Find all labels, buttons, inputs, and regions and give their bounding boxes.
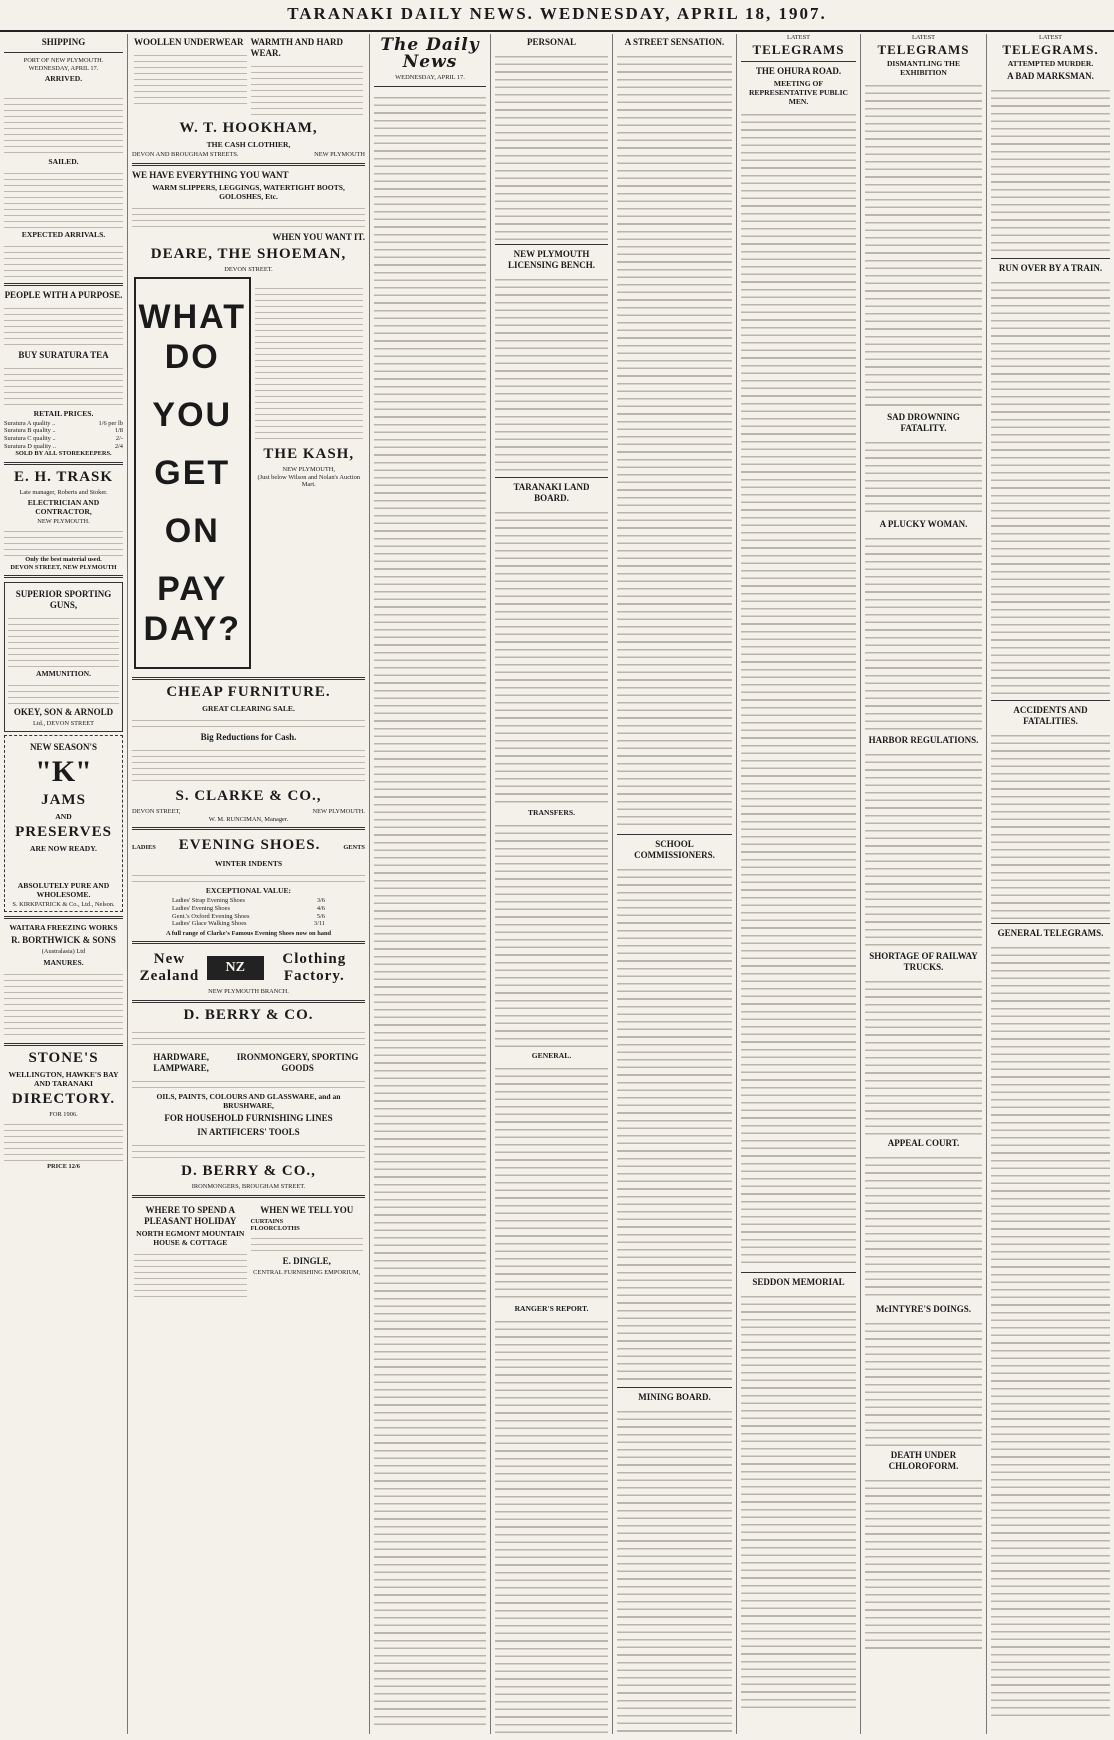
payday-line: PAY DAY?	[143, 570, 241, 649]
gents-label: GENTS	[343, 844, 365, 852]
directory-text-block	[4, 1119, 123, 1163]
clearing-text-block	[132, 715, 365, 729]
berry-name-2: D. BERRY & CO.,	[181, 1162, 316, 1179]
guns-ad	[4, 582, 123, 732]
accidents-text-block	[991, 729, 1110, 919]
price-row: Suratura C quality .. 2/-	[4, 434, 123, 442]
latest-label: LATEST	[786, 34, 811, 41]
kash-place: NEW PLYMOUTH,	[282, 466, 335, 474]
trask-text-block	[4, 526, 123, 556]
seddon-text-block	[741, 1290, 856, 1710]
train-heading: RUN OVER BY A TRAIN.	[998, 262, 1103, 273]
dingle-sub: CENTRAL FURNISHING EMPORIUM,	[253, 1268, 361, 1276]
hookham-address: DEVON AND BROUGHAM STREETS.	[132, 151, 239, 158]
nz-branch: NEW PLYMOUTH BRANCH.	[208, 988, 289, 996]
school-heading: SCHOOL COMMISSIONERS.	[634, 839, 715, 860]
holiday-row	[132, 1202, 365, 1299]
harbor-text-block	[865, 748, 982, 948]
where-heading: WHERE TO SPEND A PLEASANT HOLIDAY	[144, 1204, 237, 1226]
price-row: Suratura D quality .. 2/4	[4, 442, 123, 450]
directory-price: PRICE 12/6	[47, 1162, 80, 1170]
manures-heading: MANURES.	[43, 957, 84, 967]
have-heading: WE HAVE EVERYTHING YOU WANT	[132, 169, 289, 180]
ammo-heading: AMMUNITION.	[35, 669, 92, 679]
marksman-text-block	[991, 84, 1110, 254]
death-text-block	[865, 1474, 982, 1654]
borthwick-name: R. BORTHWICK & SONS	[11, 935, 116, 946]
deare-address: DEVON STREET.	[224, 265, 273, 273]
licensing-text-block	[495, 273, 608, 473]
hookham-place: NEW PLYMOUTH	[314, 151, 365, 158]
ohura-text-block	[741, 108, 856, 1268]
waitara-heading: WAITARA FREEZING WORKS	[9, 923, 118, 933]
woollen-ad	[132, 34, 249, 117]
price-list	[4, 420, 123, 450]
slippers-text-block	[132, 203, 365, 229]
kirkpatrick: S. KIRKPATRICK & Co., Ltd., Nelson.	[12, 900, 115, 908]
payday-box	[134, 277, 251, 669]
sad-drowning-heading: SAD DROWNING FATALITY.	[887, 411, 960, 433]
payday-row	[132, 273, 365, 673]
stones-sub: WELLINGTON, HAWKE'S BAY AND TARANAKI	[8, 1069, 119, 1088]
exceptional-heading: EXCEPTIONAL VALUE:	[205, 886, 292, 896]
jams-ad	[4, 735, 123, 913]
payday-line: GET	[154, 454, 231, 493]
hookham-name: W. T. HOOKHAM,	[179, 120, 318, 136]
column-8	[987, 34, 1114, 1734]
ammo-text-block	[8, 680, 119, 704]
and-word: AND	[55, 811, 72, 821]
editorial-title: The Daily News	[380, 35, 480, 72]
rangers-text-block	[495, 1315, 608, 1734]
directory-year: FOR 1906.	[49, 1110, 78, 1118]
dingle-text-block	[251, 1233, 364, 1253]
mcintyre-heading: McINTYRE'S DOINGS.	[875, 1303, 971, 1314]
accidents-heading: ACCIDENTS AND FATALITIES.	[1013, 704, 1088, 726]
personal-heading: PERSONAL	[526, 37, 576, 47]
ohura-subheading: MEETING OF REPRESENTATIVE PUBLIC MEN.	[748, 78, 849, 106]
licensing-heading: NEW PLYMOUTH LICENSING BENCH.	[507, 249, 596, 270]
cheap-heading: CHEAP FURNITURE.	[166, 684, 331, 701]
seddon-heading: SEDDON MEMORIAL	[752, 1276, 845, 1287]
nz-clothing-row	[132, 948, 365, 988]
shoe-row: Gent.'s Oxford Evening Shoes 5/6	[172, 912, 325, 920]
general-telegrams-text-block	[991, 941, 1110, 1721]
borthwick-sub: (Australasia) Ltd	[41, 948, 86, 956]
sad-drowning-text-block	[865, 436, 982, 516]
people-text-block	[4, 303, 123, 347]
kash-sub: (Just below Wilson and Nolan's Auction Mart.	[257, 473, 360, 489]
when-heading: WHEN YOU WANT IT.	[272, 231, 365, 242]
hookham-address-row	[132, 151, 365, 159]
masthead: TARANAKI DAILY NEWS. WEDNESDAY, APRIL 18, 1907.	[0, 4, 1114, 32]
shoe-row: Ladies' Glace Walking Shoes 3/11	[172, 920, 325, 928]
trask-sub: Late manager, Roberts and Stoker.	[19, 488, 108, 496]
editorial-text-block	[374, 91, 486, 1731]
telegrams-heading: TELEGRAMS.	[1002, 41, 1099, 57]
berry-name: D. BERRY & CO.	[183, 1006, 314, 1023]
land-board-heading: TARANAKI LAND BOARD.	[513, 482, 590, 503]
dismantling-text-block	[865, 79, 982, 409]
season-heading: NEW SEASON'S	[29, 741, 98, 752]
column-5	[613, 34, 737, 1734]
column-6	[737, 34, 861, 1734]
woollen-warmth-row	[132, 34, 365, 117]
deare-name: DEARE, THE SHOEMAN,	[150, 245, 347, 262]
now-ready: ARE NOW READY.	[30, 843, 97, 853]
kash-text-block	[255, 283, 364, 443]
shipping-heading: SHIPPING	[41, 37, 86, 47]
personal-text-block	[495, 50, 608, 240]
appeal-text-block	[865, 1151, 982, 1301]
hardware-heading: HARDWARE, LAMPWARE,	[153, 1051, 209, 1073]
column-7	[861, 34, 987, 1734]
expected-heading: EXPECTED ARRIVALS.	[21, 229, 106, 239]
ohura-heading: THE OHURA ROAD.	[755, 65, 842, 76]
woollen-text-block	[134, 50, 247, 106]
preserves-word: PRESERVES	[15, 823, 112, 840]
dismantling-heading: DISMANTLING THE EXHIBITION	[886, 58, 961, 77]
death-heading: DEATH UNDER CHLOROFORM.	[888, 1449, 959, 1471]
k-letter: "K"	[35, 754, 92, 788]
sensation-text-block	[617, 50, 732, 830]
manures-text-block	[4, 969, 123, 1039]
sensation-heading: A STREET SENSATION.	[624, 37, 725, 47]
hardware-text-block	[132, 1076, 365, 1090]
holiday-text-block	[134, 1249, 247, 1299]
arrived-heading: ARRIVED.	[44, 74, 83, 84]
trask-note: Only the best material used.	[25, 555, 102, 563]
evening-heading: EVENING SHOES.	[178, 837, 321, 854]
warmth-heading: WARMTH AND HARD WEAR.	[250, 37, 344, 58]
plucky-heading: A PLUCKY WOMAN.	[879, 518, 968, 529]
column-3	[370, 34, 491, 1734]
shoe-row: Ladies' Strap Evening Shoes 3/6	[172, 897, 325, 905]
editorial-date: WEDNESDAY, APRIL 17.	[395, 74, 465, 81]
column-4	[491, 34, 613, 1734]
trucks-text-block	[865, 975, 982, 1135]
appeal-heading: APPEAL COURT.	[887, 1137, 960, 1148]
oils-heading: OILS, PAINTS, COLOURS AND GLASSWARE, and an BRUSHWARE,	[156, 1091, 341, 1110]
winter-text-block	[132, 870, 365, 884]
port-line: PORT OF NEW PLYMOUTH.	[23, 57, 104, 64]
trucks-heading: SHORTAGE OF RAILWAY TRUCKS.	[869, 950, 978, 972]
sold-line: SOLD BY ALL STOREKEEPERS.	[15, 450, 112, 458]
berry-address: IRONMONGERS, BROUGHAM STREET.	[191, 1182, 306, 1190]
warmth-ad	[249, 34, 366, 117]
clearing-heading: GREAT CLEARING SALE.	[202, 704, 295, 714]
latest-label: LATEST	[1038, 34, 1063, 41]
clarke-address-row	[132, 808, 365, 816]
suratura-heading: BUY SURATURA TEA	[18, 349, 109, 360]
general-telegrams-heading: GENERAL TELEGRAMS.	[997, 927, 1104, 938]
shoe-row: Ladies' Evening Shoes 4/6	[172, 904, 325, 912]
payday-line: ON	[164, 512, 220, 551]
mining-heading: MINING BOARD.	[638, 1392, 711, 1402]
trask-trade: ELECTRICIAN AND CONTRACTOR,	[27, 498, 100, 517]
sailed-heading: SAILED.	[48, 156, 79, 166]
price-row: Suratura A quality .. 1/6 per lb	[4, 419, 123, 427]
clarke-name: S. CLARKE & CO.,	[175, 788, 322, 805]
guns-text-block	[8, 613, 119, 667]
evening-heading-row	[132, 834, 365, 857]
clothing-word: Clothing Factory.	[282, 951, 347, 985]
directory-word: DIRECTORY.	[11, 1090, 116, 1107]
arrived-text	[4, 85, 123, 93]
people-heading: PEOPLE WITH A PURPOSE.	[4, 289, 123, 300]
artificers-text-block	[132, 1140, 365, 1160]
land-board-text-block	[495, 506, 608, 806]
woollen-heading: WOOLLEN UNDERWEAR	[134, 37, 244, 47]
warmth-text-block	[251, 61, 364, 117]
curtains-label: CURTAINS	[250, 1217, 284, 1225]
winter-heading: WINTER INDENTS	[214, 859, 283, 869]
holiday-ad	[132, 1202, 249, 1299]
school-text-block	[617, 863, 732, 1383]
okey-sub: Ltd., DEVON STREET	[32, 720, 95, 728]
rangers-heading: RANGER'S REPORT.	[514, 1304, 589, 1313]
slippers-line: WARM SLIPPERS, LEGGINGS, WATERTIGHT BOOTS, GOLOSHES, Etc.	[152, 182, 345, 201]
ladies-label: LADIES	[132, 844, 156, 852]
plucky-text-block	[865, 532, 982, 732]
stones-name: STONE'S	[28, 1049, 99, 1066]
trask-address: DEVON STREET, NEW PLYMOUTH	[10, 563, 117, 571]
clarke-place: NEW PLYMOUTH.	[312, 808, 365, 816]
harbor-heading: HARBOR REGULATIONS.	[868, 734, 979, 745]
clarke-evening-note: A full range of Clarke's Famous Evening Shoes now on hand	[165, 929, 332, 937]
mcintyre-text-block	[865, 1317, 982, 1447]
date-line: WEDNESDAY, APRIL 17.	[28, 64, 99, 72]
hookham-sub: THE CASH CLOTHIER,	[206, 140, 291, 149]
reductions-heading: Big Reductions for Cash.	[200, 732, 297, 743]
household-heading: FOR HOUSEHOLD FURNISHING LINES	[164, 1112, 333, 1123]
nz-logo-icon: NZ	[207, 956, 264, 980]
telegrams-heading: TELEGRAMS	[752, 41, 845, 57]
column-2	[128, 34, 370, 1734]
general-text-block	[495, 1062, 608, 1302]
kash-name: THE KASH,	[263, 446, 355, 463]
trask-name: E. H. TRASK	[13, 468, 114, 485]
clarke-manager: W. M. RUNCIMAN, Manager.	[208, 815, 289, 823]
hardware-row	[132, 1049, 365, 1076]
north-egmont: NORTH EGMONT MOUNTAIN HOUSE & COTTAGE	[136, 1228, 245, 1247]
kash-ad	[253, 273, 366, 673]
sailed-text-block	[4, 168, 123, 228]
transfers-text-block	[495, 819, 608, 1049]
train-text-block	[991, 276, 1110, 696]
telegrams-heading: TELEGRAMS	[877, 41, 970, 57]
artificers-heading: IN ARTIFICERS' TOOLS	[197, 1126, 300, 1137]
nz-word: New Zealand	[139, 951, 200, 985]
floorcloths-label: FLOORCLOTHS	[250, 1225, 300, 1233]
column-1	[0, 34, 128, 1734]
ironmongery-heading: IRONMONGERY, SPORTING GOODS	[236, 1051, 359, 1073]
dingle-name: E. DINGLE,	[282, 1255, 331, 1266]
payday-line: WHAT DO	[138, 298, 246, 377]
shoe-list	[172, 897, 325, 927]
okey-name: OKEY, SON & ARNOLD	[13, 707, 114, 718]
murder-heading: ATTEMPTED MURDER.	[1007, 58, 1094, 68]
clarke-address: DEVON STREET,	[132, 808, 181, 816]
berry-text-block	[132, 1027, 365, 1049]
payday-line: YOU	[152, 396, 233, 435]
marksman-heading: A BAD MARKSMAN.	[1007, 70, 1094, 81]
general-heading: GENERAL.	[531, 1051, 572, 1060]
mining-text-block	[617, 1405, 732, 1734]
when-you-heading: WHEN WE TELL YOU	[260, 1204, 354, 1215]
trask-place: NEW PLYMOUTH.	[37, 518, 90, 526]
suratura-text-block	[4, 363, 123, 407]
price-row: Suratura B quality .. 1/8	[4, 427, 123, 435]
retail-heading: RETAIL PRICES.	[33, 408, 94, 418]
transfers-heading: TRANSFERS.	[527, 808, 576, 817]
latest-label: LATEST	[911, 34, 936, 41]
expected-text-block	[4, 241, 123, 279]
furniture-text-block	[132, 745, 365, 785]
arrived-text-block	[4, 93, 123, 155]
dingle-ad	[249, 1202, 366, 1299]
guns-heading: SUPERIOR SPORTING GUNS,	[15, 589, 112, 611]
jams-word: JAMS	[41, 791, 86, 808]
pure-line: ABSOLUTELY PURE AND WHOLESOME.	[17, 880, 110, 899]
